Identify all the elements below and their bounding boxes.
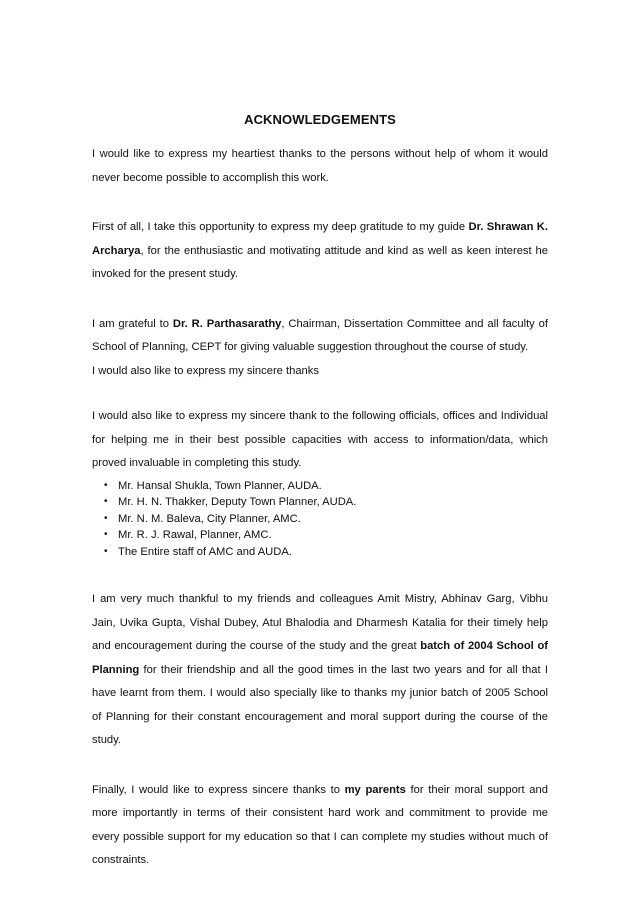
sincere-thanks-line: I would also like to express my sincere thanks [92, 364, 319, 377]
bullet-icon: • [104, 496, 108, 507]
officials-list [92, 478, 548, 561]
guide-paragraph: First of all, I take this opportunity to express my deep gratitude to my guide Dr. Shrawan K. Archarya, for the enthusiastic and motivating attitude and kind as well as keen interest he invoked for the present study. [92, 221, 548, 280]
bullet-icon: • [104, 479, 108, 491]
list-item: • Mr. Hansal Shukla, Town Planner, AUDA. [92, 478, 548, 495]
bullet-icon: • [104, 529, 108, 540]
intro-paragraph: I would like to express my heartiest thanks to the persons without help of whom it would never become possible to accomplish this work. [92, 148, 548, 184]
chairman-paragraph: I am grateful to Dr. R. Parthasarathy, Chairman, Dissertation Committee and all faculty of School of Planning, CEPT for giving valuable suggestion throughout the course of study. [92, 317, 548, 353]
list-item: • Mr. R. J. Rawal, Planner, AMC. [92, 527, 548, 544]
officials-paragraph: I would also like to express my sincere thank to the following officials, offices and Individual for helping me in their best possible capacities with access to information/data, which proved invaluable in completing this study. [92, 410, 548, 469]
list-item: • Mr. H. N. Thakker, Deputy Town Planner, AUDA. [92, 494, 548, 511]
page-title: ACKNOWLEDGEMENTS [244, 112, 396, 127]
list-item: • The Entire staff of AMC and AUDA. [92, 544, 548, 561]
list-item: • Mr. N. M. Baleva, City Planner, AMC. [92, 511, 548, 528]
document-page [92, 112, 548, 899]
parents-paragraph: Finally, I would like to express sincere thanks to my parents for their moral support and more importantly in terms of their consistent hard work and commitment to provide me every possible support for my education so that I can complete my studies without much of constraints. [92, 783, 548, 866]
bullet-icon: • [104, 512, 108, 524]
bullet-icon: • [104, 545, 108, 557]
friends-paragraph: I am very much thankful to my friends and colleagues Amit Mistry, Abhinav Garg, Vibhu Jain, Uvika Gupta, Vishal Dubey, Atul Bhalodia and Dharmesh Katalia for their timely help and encouragement during the course of the study and the great batch of 2004 School of Planning for their friendship and all the good times in the last two years and for all that I have learnt from them. I would also specially like to thanks my junior batch of 2005 School of Planning for their constant encouragement and moral support during the course of the study. [92, 593, 549, 746]
